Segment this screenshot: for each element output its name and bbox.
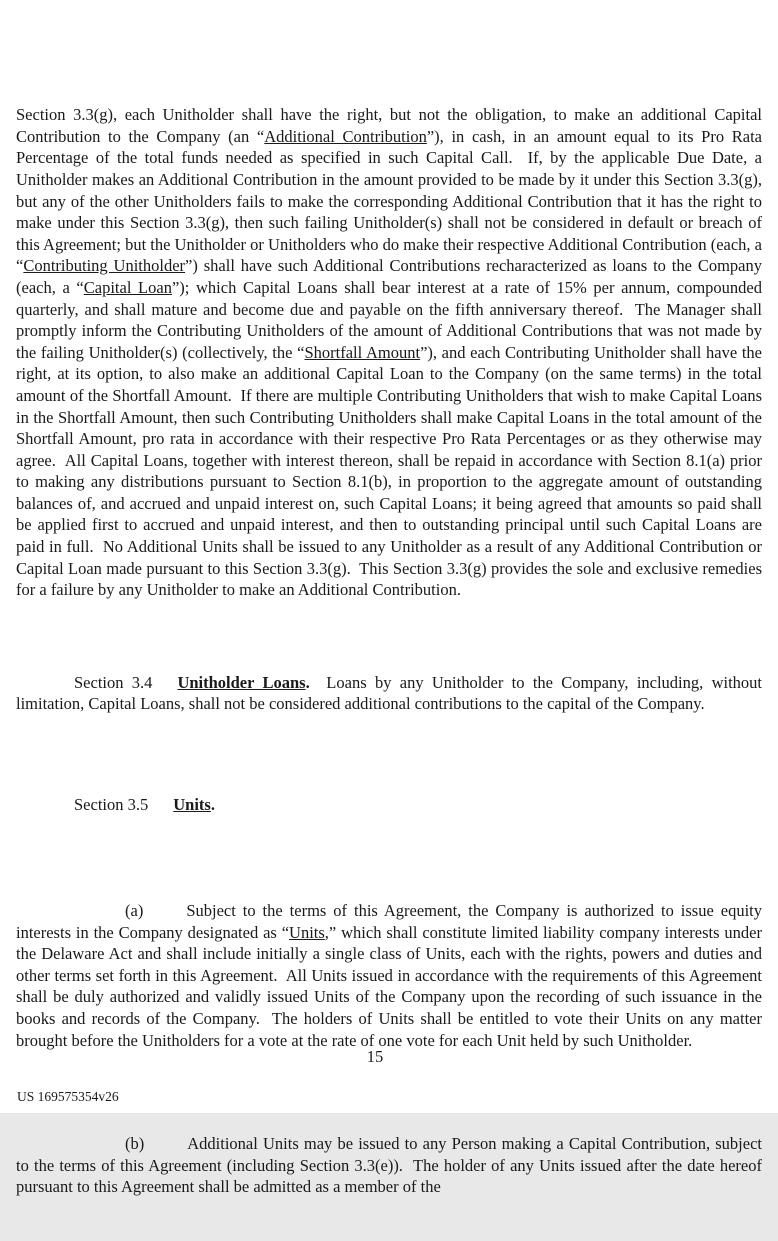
text-run: ”), in cash, in an amount equal to its Pro Rata Percentage of the total funds needed as specified in such Capital Call. If, by the applicable Due Date, a Unitholder makes an Additional Contribution in the amount provided to be made by it under this Section 3.3(g), but any of the other Unitholders fails to make the corresponding Additional Contribution that it has the right to make under this Section 3.3(g), then such failing Unitholder(s) shall not be considered in default or breach of this Agreement; but the Unitholder or Unitholders who do make their respective Additional Contribution (each, a “ bbox=[16, 126, 767, 276]
text-run: ”), and each Contributing Unitholder shall have the right, at its option, to also make an additional Capital Loan to the Company (on the same terms) in the total amount of the Shortfall Amount. If there are multiple Contributing Unitholders that wish to make Capital Loans in the Shortfall Amount, then such Contributing Unitholders shall make Capital Loans in the total amount of the Shortfall Amount, pro rata in accordance with their respective Pro Rata Percentages or as they otherwise may agree. All Capital Loans, together with interest thereon, shall be repaid in accordance with Section 8.1(a) prior to making any distributions pursuant to Section 8.1(b), in proportion to the aggregate amount of outstanding balances of, and accrued and unpaid interest on, such Capital Loans; it being agreed that amounts so paid shall be applied first to accrued and unpaid interest, and then to outstanding principal until such Capital Loans are paid in full. No Additional Units shall be issued to any Unitholder as a result of any Additional Contribution or Capital Loan made pursuant to this Section 3.3(g). This Section 3.3(g) provides the sole and exclusive remedies for a failure by any Unitholder to make an Additional Contribution. bbox=[16, 342, 767, 600]
defined-term: Capital Loan bbox=[83, 277, 172, 297]
text-run: Subject to the terms of this Agreement, the Company is authorized to issue equity interests in the Company designated as “ bbox=[16, 900, 767, 942]
paragraph-section-3-4-unitholder-loans bbox=[16, 672, 767, 715]
defined-term: Additional Contribution bbox=[264, 126, 427, 146]
paragraph-section-3-5-b bbox=[16, 1133, 767, 1198]
text-run: Section 3.3(g), each Unitholder shall have the right, but not the obligation, to make an additional Capital Contribution to the Company (an “ bbox=[16, 105, 767, 146]
defined-term: Units bbox=[289, 922, 325, 942]
paragraph-section-3-5-a bbox=[16, 900, 767, 1051]
defined-term: Contributing Unitholder bbox=[23, 256, 186, 276]
text-run: Additional Units may be issued to any Person making a Capital Contribution, subject to the terms of this Agreement (including Section 3.3(e)). The holder of any Units issued after the date hereof pursuant to this Agreement shall be admitted as a member of the bbox=[16, 1133, 767, 1197]
text-run: Section 3.4 bbox=[74, 672, 153, 692]
text-run: Section 3.5 bbox=[74, 794, 149, 814]
text-run: ”) shall have such Additional Contributions recharacterized as loans to the Company (each, a “ bbox=[16, 256, 767, 297]
heading-section-3-5-units bbox=[16, 794, 762, 816]
text-run: ”); which Capital Loans shall bear interest at a rate of 15% per annum, compounded quarterly, and shall mature and become due and payable on the fifth anniversary thereof. The Manager shall promptly inform the Contributing Unitholders of the amount of Additional Contributions that was not made by the failing Unitholder(s) (collectively, the “ bbox=[16, 277, 767, 362]
text-run: ,” which shall constitute limited liability company interests under the Delaware Act and shall include initially a single class of Units, each with the rights, powers and duties and other terms set forth in this Agreement. All Units issued in accordance with the requirements of this Agreement shall be duly authorized and validly issued Units of the Company upon the recording of such issuance in the books and records of the Company. The holders of Units shall be entitled to vote their Units on any matter brought before the Unitholders for a vote at the rate of one vote for each Unit held by such Unitholder. bbox=[16, 922, 767, 1050]
text-run: . bbox=[305, 672, 310, 692]
defined-term: Shortfall Amount bbox=[304, 342, 421, 362]
paragraph-section-3-3g-continuation bbox=[16, 104, 767, 601]
defined-term: Unitholder Loans bbox=[177, 672, 306, 692]
text-run: Loans by any Unitholder to the Company, including, without limitation, Capital Loans, shall not be considered additional contributions to the capital of the Company. bbox=[16, 672, 767, 714]
document-id-footer: US 169575354v26 bbox=[17, 1089, 119, 1104]
page-number: 15 bbox=[366, 1047, 384, 1066]
defined-term: Units bbox=[173, 794, 211, 814]
text-run: (a) bbox=[125, 900, 144, 920]
text-run: . bbox=[210, 794, 215, 814]
text-run: (b) bbox=[125, 1133, 145, 1153]
